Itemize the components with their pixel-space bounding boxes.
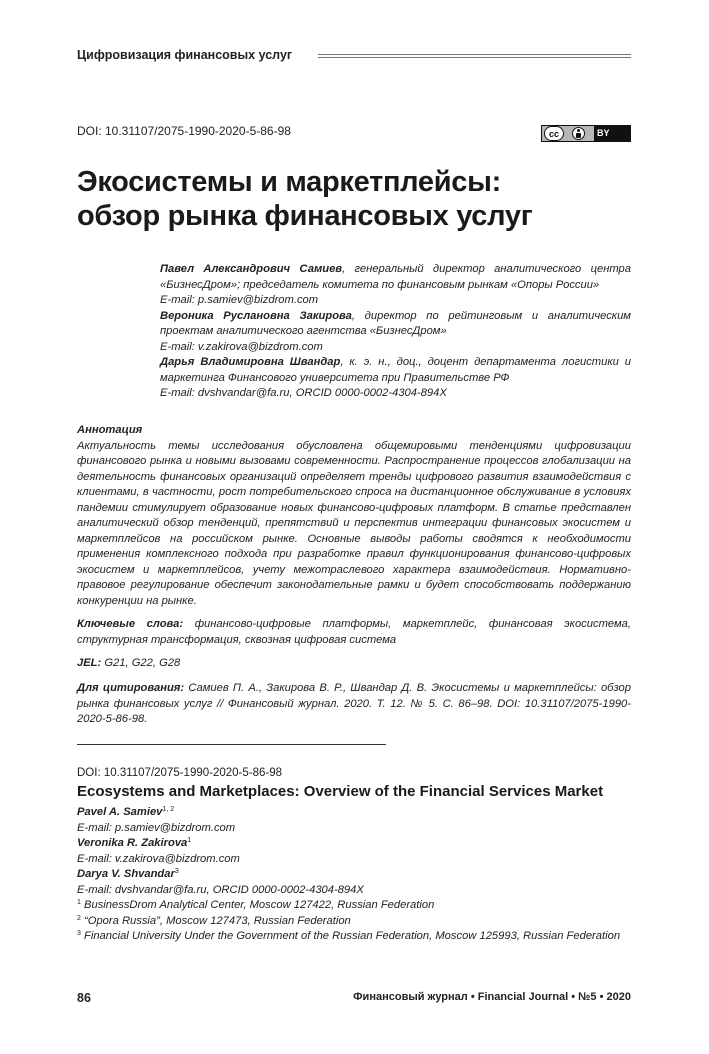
author-desc: , генеральный директор аналитического центра «БизнесДром»; председатель комитета по финансовым рынкам «Опоры России»: [160, 263, 632, 291]
author-desc: , директор по рейтинговым и аналитическим проектам аналитического агентства «БизнесДром»: [160, 309, 631, 337]
jel-text: G21, G22, G28: [101, 657, 181, 669]
attribution-icon: [572, 127, 585, 140]
citation-label: Для цитирования:: [77, 682, 185, 694]
author-ru-1: [160, 262, 631, 293]
article-title-line2: обзор рынка финансовых услуг: [77, 200, 533, 232]
keywords: [77, 617, 631, 648]
abstract-text: Актуальность темы исследования обусловлена общемировыми тенденциями цифровизации финансового рынка и новыми вызовами современности. Распространение процессов глобализации на деятельность финансовых организаций определяет тренды цифрового развития взаимодействия с клиентами, в частности, рост потребительского спроса на дистанционное обслуживание в условиях пандемии стимулирует образование новых финансово-цифровых платформ. В статье представлен аналитический обзор тенденций, препятствий и перспектив интеграции финансовых экосистем и маркетплейсов на российском рынке. Основные выводы работы сводятся к необходимости применения комплексного подхода при разработке правил функционирования финансово-цифровых экосистем и маркетплейсов, учету межотраслевого характера взаимодействия. Нормативно-правовое регулирование обеспечит законодательные рамки и будет способствовать поддержанию конкуренции на рынке.: [77, 439, 631, 607]
affiliation-ref: 1: [187, 837, 192, 844]
author-en-2: [77, 836, 631, 852]
authors-ru: [160, 262, 631, 402]
author-email[interactable]: E-mail: p.samiev@bizdrom.com: [77, 821, 236, 834]
affiliation-3: [77, 929, 631, 945]
author-email[interactable]: E-mail: v.zakirova@bizdrom.com: [77, 852, 240, 865]
article-title-line1: Экосистемы и маркетплейсы:: [77, 166, 501, 198]
keywords-label: Ключевые слова:: [77, 618, 184, 630]
author-desc: , к. э. н., доц., доцент департамента логистики и маркетинга Финансового университета при Правительстве РФ: [160, 356, 631, 384]
author-email[interactable]: E-mail: v.zakirova@bizdrom.com: [160, 340, 323, 353]
section-title: Цифровизация финансовых услуг: [77, 48, 293, 62]
affiliation-text: “Opora Russia”, Moscow 127473, Russian Federation: [80, 914, 351, 927]
affiliation-ref: 3: [174, 868, 179, 875]
author-name: Вероника Руслановна Закирова: [160, 309, 352, 322]
affiliation-ref: 1, 2: [162, 806, 175, 813]
journal-footer: Финансовый журнал • Financial Journal • №5 • 2020: [353, 991, 631, 1003]
section-divider: [77, 744, 386, 745]
citation-text: Самиев П. А., Закирова В. Р., Швандар Д. В. Экосистемы и маркетплейсы: обзор рынка финансовых услуг // Финансовый журнал. 2020. Т. 12. № 5. С. 86–98. DOI: 10.31107/2075-1990-2020-5-86-98.: [77, 682, 631, 725]
author-en-1: [77, 805, 631, 821]
affiliation-2: [77, 914, 631, 930]
author-email[interactable]: E-mail: dvshvandar@fa.ru, ORCID 0000-0002-4304-894X: [77, 883, 364, 896]
affiliation-1: [77, 898, 631, 914]
keywords-text: финансово-цифровые платформы, маркетплейс, финансовая экосистема, структурная трансформация, сквозная цифровая система: [77, 618, 631, 646]
author-name: Павел Александрович Самиев: [160, 263, 343, 275]
affiliation-number: 3: [77, 930, 81, 937]
author-name-en: Veronika R. Zakirova: [77, 837, 188, 849]
author-name-en: Pavel A. Samiev: [77, 806, 163, 818]
author-ru-3: [160, 355, 631, 386]
author-en-3: [77, 867, 631, 883]
author-name-en: Darya V. Shvandar: [77, 868, 175, 880]
affiliation-text: Financial University Under the Government of the Russian Federation, Moscow 125993, Russian Federation: [80, 930, 621, 942]
jel-codes: [77, 656, 631, 672]
cc-logo: cc: [544, 126, 564, 141]
affiliation-number: 2: [77, 914, 81, 922]
article-title-en: Ecosystems and Marketplaces: Overview of the Financial Services Market: [77, 783, 604, 800]
cc-by-license-badge[interactable]: [541, 125, 631, 142]
author-name: Дарья Владимировна Швандар: [160, 356, 341, 368]
doi-en: DOI: 10.31107/2075-1990-2020-5-86-98: [77, 767, 283, 779]
abstract: [77, 423, 631, 609]
header-rule: [318, 54, 631, 58]
jel-label: JEL:: [77, 657, 102, 669]
author-email[interactable]: E-mail: dvshvandar@fa.ru, ORCID 0000-0002-4304-894X: [160, 387, 447, 399]
doi-top: DOI: 10.31107/2075-1990-2020-5-86-98: [77, 124, 291, 138]
page-number: 86: [77, 991, 91, 1005]
cc-by-label: BY: [597, 128, 610, 138]
citation: [77, 681, 631, 728]
article-title: [77, 165, 637, 233]
abstract-heading: Аннотация: [77, 424, 143, 436]
author-email[interactable]: E-mail: p.samiev@bizdrom.com: [160, 294, 319, 306]
affiliation-number: 1: [77, 899, 81, 906]
authors-en: [77, 805, 631, 945]
affiliation-text: BusinessDrom Analytical Center, Moscow 127422, Russian Federation: [80, 899, 435, 911]
author-ru-2: [160, 309, 631, 340]
